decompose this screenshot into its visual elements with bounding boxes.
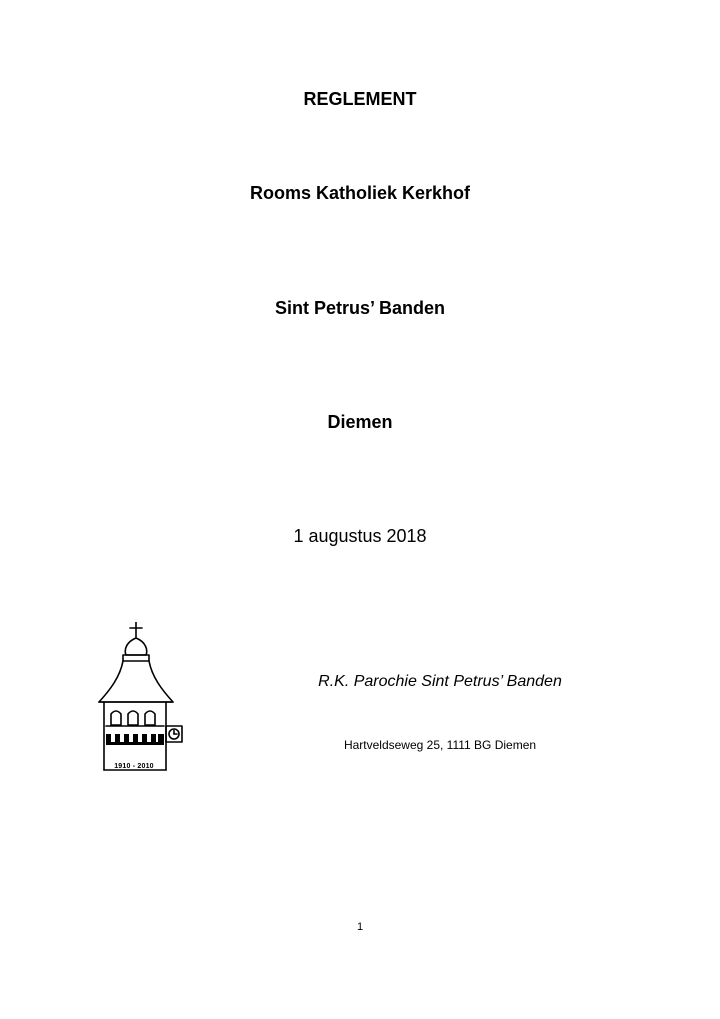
logo-years: 1910 - 2010 [114,763,154,770]
church-tower-icon [96,622,188,780]
page-number: 1 [356,921,364,933]
subtitle-cemetery: Rooms Katholiek Kerkhof [249,183,471,203]
parish-name: R.K. Parochie Sint Petrus’ Banden [318,673,562,690]
document-date: 1 augustus 2018 [293,526,427,546]
subtitle-location: Diemen [327,412,393,432]
subtitle-parish-name: Sint Petrus’ Banden [274,298,446,318]
parish-address: Hartveldseweg 25, 1111 BG Diemen [343,738,537,752]
document-title: REGLEMENT [303,89,417,109]
